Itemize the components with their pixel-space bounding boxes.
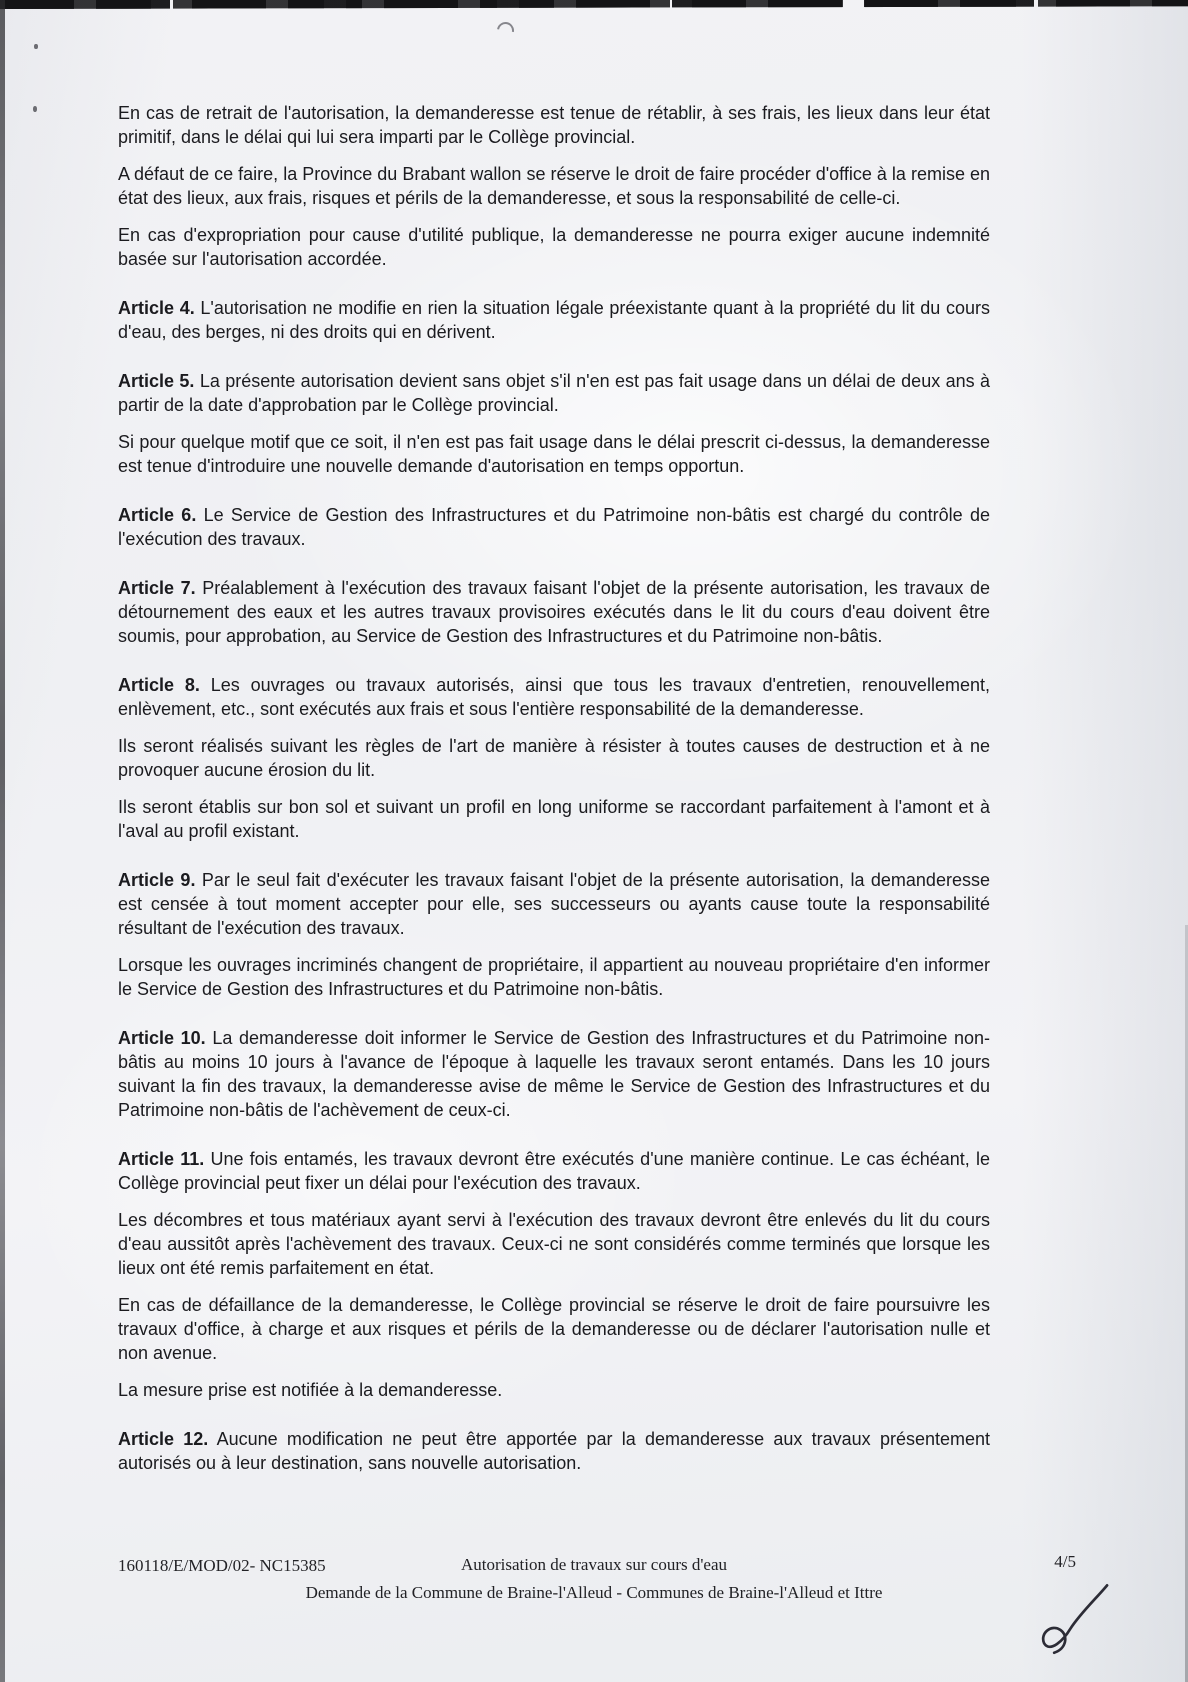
paragraph-text: En cas d'expropriation pour cause d'utilité publique, la demanderesse ne pourra exiger aucune indemnité basée sur l'autorisation accordée. <box>118 225 990 269</box>
paragraph-text: Préalablement à l'exécution des travaux faisant l'objet de la présente autorisation, les travaux de détournement des eaux et les autres travaux provisoires exécutés dans le lit du cours d'eau doivent être soumis, pour approbation, au Service de Gestion des Infrastructures et du Patrimoine non-bâtis. <box>118 578 990 646</box>
page-footer <box>0 1552 1188 1622</box>
footer-document-title: Autorisation de travaux sur cours d'eau <box>460 1555 727 1574</box>
article-label: Article 9. <box>118 870 196 890</box>
paragraph-text: Par le seul fait d'exécuter les travaux faisant l'objet de la présente autorisation, la demanderesse est censée à tout moment accepter pour elle, ses successeurs ou ayants cause toute la responsabilité résultant de l'exécution des travaux. <box>118 870 990 938</box>
paragraph-text: La demanderesse doit informer le Service de Gestion des Infrastructures et du Patrimoine non-bâtis au moins 10 jours à l'avance de l'époque à laquelle les travaux seront entamés. Dans les 10 jours suivant la fin des travaux, la demanderesse avise de même le Service de Gestion des Infrastructures et du Patrimoine non-bâtis de l'achèvement de ceux-ci. <box>118 1028 990 1120</box>
article-label: Article 10. <box>118 1028 206 1048</box>
paragraph-text: Ils seront réalisés suivant les règles de l'art de manière à résister à toutes causes de destruction et à ne provoquer aucune érosion du lit. <box>118 736 990 780</box>
paragraph-text: Ils seront établis sur bon sol et suivant un profil en long uniforme se raccordant parfaitement à l'amont et à l'aval au profil existant. <box>118 797 990 841</box>
scan-curl-mark <box>494 19 518 43</box>
paragraph <box>118 673 990 721</box>
paragraph <box>118 795 990 843</box>
paragraph-text: La mesure prise est notifiée à la demanderesse. <box>118 1380 503 1400</box>
paragraph <box>118 430 990 478</box>
paragraph-separator <box>200 675 211 695</box>
footer-subtitle: Demande de la Commune de Braine-l'Alleud - Communes de Braine-l'Alleud et Ittre <box>305 1583 883 1602</box>
paragraph <box>118 734 990 782</box>
paragraph <box>118 1026 990 1122</box>
article-label: Article 4. <box>118 298 195 318</box>
paragraph-text: Le Service de Gestion des Infrastructures et du Patrimoine non-bâtis est chargé du contrôle de l'exécution des travaux. <box>118 505 990 549</box>
paragraph <box>118 868 990 940</box>
paragraph-text: La présente autorisation devient sans objet s'il n'en est pas fait usage dans un délai de deux ans à partir de la date d'approbation par le Collège provincial. <box>118 371 990 415</box>
paragraph <box>118 162 990 210</box>
paragraph <box>118 1427 990 1475</box>
paragraph-text: Une fois entamés, les travaux devront être exécutés d'une manière continue. Le cas échéant, le Collège provincial peut fixer un délai pour l'exécution des travaux. <box>118 1149 990 1193</box>
paragraph-text: Les décombres et tous matériaux ayant servi à l'exécution des travaux devront être enlevés du lit du cours d'eau aussitôt après l'achèvement des travaux. Ceux-ci ne sont considérés comme terminés que lorsque les lieux ont été remis parfaitement en état. <box>118 1210 990 1278</box>
article-label: Article 5. <box>118 371 195 391</box>
paragraph <box>118 1378 990 1402</box>
handwritten-initial-mark <box>1038 1582 1116 1660</box>
scan-edge-left <box>0 0 5 1682</box>
paragraph <box>118 503 990 551</box>
footer-page-number: 4/5 <box>1054 1552 1076 1571</box>
paragraph-text: A défaut de ce faire, la Province du Brabant wallon se réserve le droit de faire procéder d'office à la remise en état des lieux, aux frais, risques et périls de la demanderesse, et sous la responsabilité de celle-ci. <box>118 164 990 208</box>
footer-reference: 160118/E/MOD/02- NC15385 <box>118 1556 326 1575</box>
article-label: Article 11. <box>118 1149 205 1169</box>
paragraph <box>118 223 990 271</box>
paragraph <box>118 1208 990 1280</box>
scan-speck <box>34 44 38 49</box>
paragraph-text: Les ouvrages ou travaux autorisés, ainsi que tous les travaux d'entretien, renouvellement, enlèvement, etc., sont exécutés aux frais et sous l'entière responsabilité de la demanderesse. <box>118 675 990 719</box>
paragraph-separator <box>208 1429 216 1449</box>
paragraph-text: Aucune modification ne peut être apportée par la demanderesse aux travaux présentement autorisés ou à leur destination, sans nouvelle autorisation. <box>118 1429 991 1473</box>
paragraph <box>118 296 990 344</box>
paragraph <box>118 1147 990 1195</box>
scan-edge-top <box>0 0 1188 9</box>
paragraph-text: Lorsque les ouvrages incriminés changent de propriétaire, il appartient au nouveau propriétaire d'en informer le Service de Gestion des Infrastructures et du Patrimoine non-bâtis. <box>118 955 990 999</box>
paragraph-text: Si pour quelque motif que ce soit, il n'en est pas fait usage dans le délai prescrit ci-dessus, la demanderesse est tenue d'introduire une nouvelle demande d'autorisation en temps opportun. <box>118 432 990 476</box>
scan-speck <box>33 106 37 112</box>
article-label: Article 6. <box>118 505 197 525</box>
paragraph-text: En cas de défaillance de la demanderesse, le Collège provincial se réserve le droit de faire poursuivre les travaux d'office, à charge et aux risques et périls de la demanderesse ou de déclarer l'autorisation nulle et non avenue. <box>118 1295 990 1363</box>
paragraph <box>118 1293 990 1365</box>
paragraph-separator <box>196 505 203 525</box>
paragraph-text: L'autorisation ne modifie en rien la situation légale préexistante quant à la propriété du lit du cours d'eau, des berges, ni des droits qui en dérivent. <box>118 298 990 342</box>
article-label: Article 8. <box>118 675 200 695</box>
paragraph-text: En cas de retrait de l'autorisation, la demanderesse est tenue de rétablir, à ses frais, les lieux dans leur état primitif, dans le délai qui lui sera imparti par le Collège provincial. <box>118 103 990 147</box>
paragraph <box>118 369 990 417</box>
paragraph <box>118 576 990 648</box>
document-body <box>118 101 990 1488</box>
paragraph <box>118 953 990 1001</box>
article-label: Article 7. <box>118 578 196 598</box>
article-label: Article 12. <box>118 1429 209 1449</box>
paragraph <box>118 101 990 149</box>
